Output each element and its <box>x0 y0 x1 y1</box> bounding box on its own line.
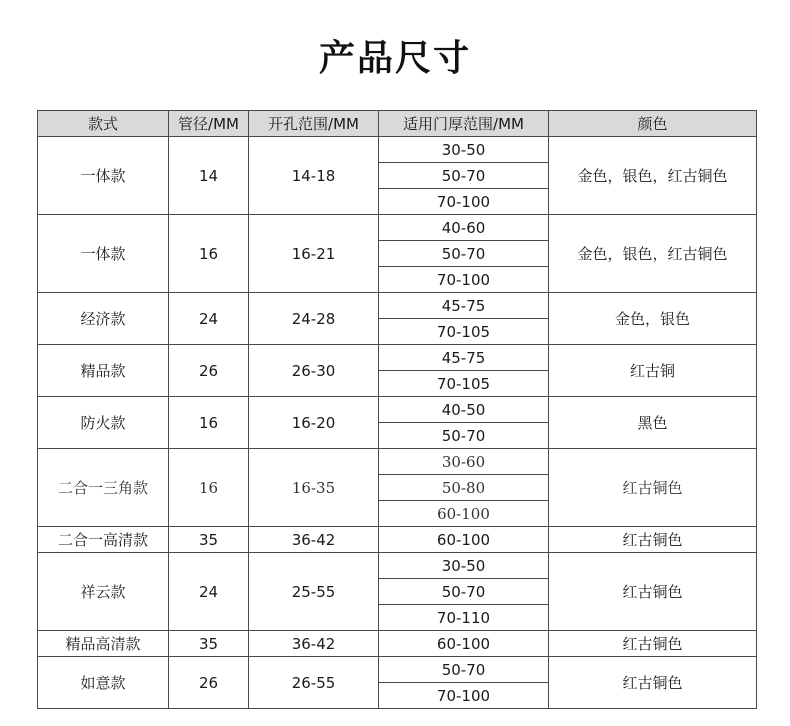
table-row <box>38 657 757 683</box>
cell-door-thickness: 60-100 <box>379 631 549 657</box>
cell-diameter: 16 <box>169 449 249 527</box>
cell-hole-range: 36-42 <box>249 527 379 553</box>
cell-style: 二合一高清款 <box>38 527 169 553</box>
cell-color: 黑色 <box>549 397 757 449</box>
cell-door-thickness: 50-70 <box>379 423 549 449</box>
cell-color: 红古铜色 <box>549 631 757 657</box>
cell-style: 如意款 <box>38 657 169 709</box>
table-row <box>38 293 757 319</box>
cell-door-thickness: 30-50 <box>379 137 549 163</box>
header-hole-range: 开孔范围/MM <box>249 111 379 137</box>
header-door-thickness: 适用门厚范围/MM <box>379 111 549 137</box>
cell-door-thickness: 50-70 <box>379 163 549 189</box>
cell-door-thickness: 70-100 <box>379 189 549 215</box>
cell-hole-range: 26-30 <box>249 345 379 397</box>
cell-hole-range: 16-35 <box>249 449 379 527</box>
table-row <box>38 631 757 657</box>
product-size-table <box>37 110 757 709</box>
cell-style: 经济款 <box>38 293 169 345</box>
cell-door-thickness: 60-100 <box>379 501 549 527</box>
cell-door-thickness: 60-100 <box>379 527 549 553</box>
cell-color: 红古铜 <box>549 345 757 397</box>
cell-door-thickness: 70-105 <box>379 319 549 345</box>
cell-hole-range: 24-28 <box>249 293 379 345</box>
cell-diameter: 16 <box>169 215 249 293</box>
cell-color: 红古铜色 <box>549 449 757 527</box>
cell-door-thickness: 50-80 <box>379 475 549 501</box>
cell-style: 一体款 <box>38 215 169 293</box>
cell-hole-range: 16-21 <box>249 215 379 293</box>
header-style: 款式 <box>38 111 169 137</box>
table-row <box>38 345 757 371</box>
cell-style: 精品高清款 <box>38 631 169 657</box>
cell-diameter: 26 <box>169 657 249 709</box>
cell-diameter: 35 <box>169 631 249 657</box>
cell-hole-range: 14-18 <box>249 137 379 215</box>
cell-door-thickness: 30-50 <box>379 553 549 579</box>
cell-color: 红古铜色 <box>549 527 757 553</box>
header-color: 颜色 <box>549 111 757 137</box>
table-row <box>38 137 757 163</box>
cell-hole-range: 26-55 <box>249 657 379 709</box>
cell-door-thickness: 50-70 <box>379 241 549 267</box>
table-header-row <box>38 111 757 137</box>
page-title: 产品尺寸 <box>318 38 471 79</box>
cell-door-thickness: 70-105 <box>379 371 549 397</box>
cell-door-thickness: 45-75 <box>379 345 549 371</box>
cell-style: 祥云款 <box>38 553 169 631</box>
cell-color: 红古铜色 <box>549 657 757 709</box>
cell-door-thickness: 40-60 <box>379 215 549 241</box>
cell-diameter: 24 <box>169 553 249 631</box>
cell-style: 防火款 <box>38 397 169 449</box>
cell-door-thickness: 70-100 <box>379 267 549 293</box>
cell-color: 红古铜色 <box>549 553 757 631</box>
table-row <box>38 215 757 241</box>
cell-door-thickness: 70-110 <box>379 605 549 631</box>
cell-door-thickness: 40-50 <box>379 397 549 423</box>
cell-style: 二合一三角款 <box>38 449 169 527</box>
cell-door-thickness: 50-70 <box>379 657 549 683</box>
cell-color: 金色，银色，红古铜色 <box>549 215 757 293</box>
cell-hole-range: 25-55 <box>249 553 379 631</box>
table-row <box>38 449 757 475</box>
cell-door-thickness: 30-60 <box>379 449 549 475</box>
header-diameter: 管径/MM <box>169 111 249 137</box>
cell-door-thickness: 45-75 <box>379 293 549 319</box>
table-row <box>38 553 757 579</box>
table-row <box>38 397 757 423</box>
cell-hole-range: 16-20 <box>249 397 379 449</box>
cell-diameter: 24 <box>169 293 249 345</box>
table-row <box>38 527 757 553</box>
table-body <box>38 137 757 709</box>
cell-style: 精品款 <box>38 345 169 397</box>
cell-hole-range: 36-42 <box>249 631 379 657</box>
cell-color: 金色，银色，红古铜色 <box>549 137 757 215</box>
cell-door-thickness: 70-100 <box>379 683 549 709</box>
cell-style: 一体款 <box>38 137 169 215</box>
cell-door-thickness: 50-70 <box>379 579 549 605</box>
cell-diameter: 35 <box>169 527 249 553</box>
cell-color: 金色，银色 <box>549 293 757 345</box>
cell-diameter: 14 <box>169 137 249 215</box>
cell-diameter: 16 <box>169 397 249 449</box>
cell-diameter: 26 <box>169 345 249 397</box>
